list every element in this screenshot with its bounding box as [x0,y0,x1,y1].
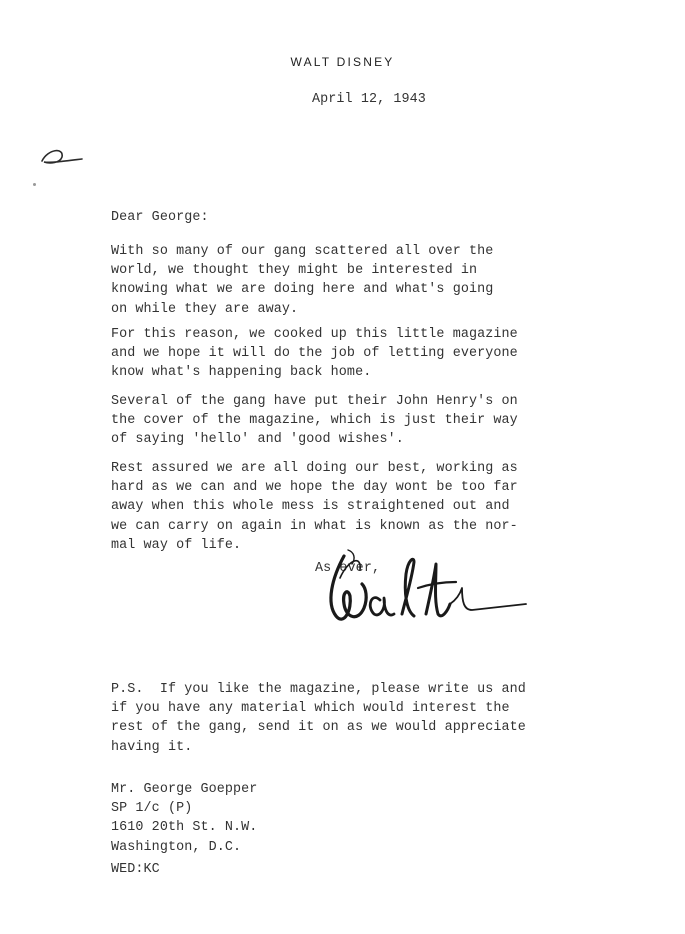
paragraph-line: Several of the gang have put their John Henry's on [111,394,518,409]
address-line: 1610 20th St. N.W. [111,820,258,836]
postscript-line: rest of the gang, send it on as we would appreciate [111,720,526,736]
salutation: Dear George: [111,210,209,225]
address-line: Mr. George Goepper [111,782,258,797]
paragraph-line: mal way of life. [111,537,242,553]
letter-date: April 12, 1943 [312,92,426,107]
paragraph-3 [111,392,551,450]
signature-icon [322,548,532,643]
reference-initials: WED:KC [111,862,160,877]
postscript-line: if you have any material which would interest the [111,701,510,717]
closing: As ever, [315,561,381,576]
paragraph-line: on while they are away. [111,301,299,317]
ink-speck [33,183,36,186]
paragraph-line: hard as we can and we hope the day wont be too far [111,480,518,496]
paragraph-line: we can carry on again in what is known as the nor- [111,518,518,534]
paragraph-line: For this reason, we cooked up this little magazine [111,327,518,342]
paragraph-line: world, we thought they might be interested in [111,263,478,279]
paragraph-line: Rest assured we are all doing our best, working as [111,461,518,476]
postscript-line: P.S. If you like the magazine, please write us and [111,682,526,697]
address-line: SP 1/c (P) [111,801,193,817]
paragraph-line: and we hope it will do the job of letting everyone [111,346,518,362]
recipient-address [111,780,257,857]
paragraph-line: away when this whole mess is straightened out and [111,499,510,515]
address-line: Washington, D.C. [111,839,242,855]
letterhead: WALT DISNEY [290,55,395,69]
postscript [111,680,551,757]
paragraph-4 [111,459,551,555]
paragraph-2 [111,325,551,383]
paragraph-line: of saying 'hello' and 'good wishes'. [111,432,404,448]
paragraph-1 [111,242,551,319]
paragraph-line: the cover of the magazine, which is just their way [111,413,518,429]
paragraph-line: With so many of our gang scattered all over the [111,244,494,259]
postscript-line: having it. [111,739,193,755]
handwritten-mark-icon [38,145,84,167]
paragraph-line: knowing what we are doing here and what's going [111,282,494,298]
paragraph-line: know what's happening back home. [111,365,372,381]
